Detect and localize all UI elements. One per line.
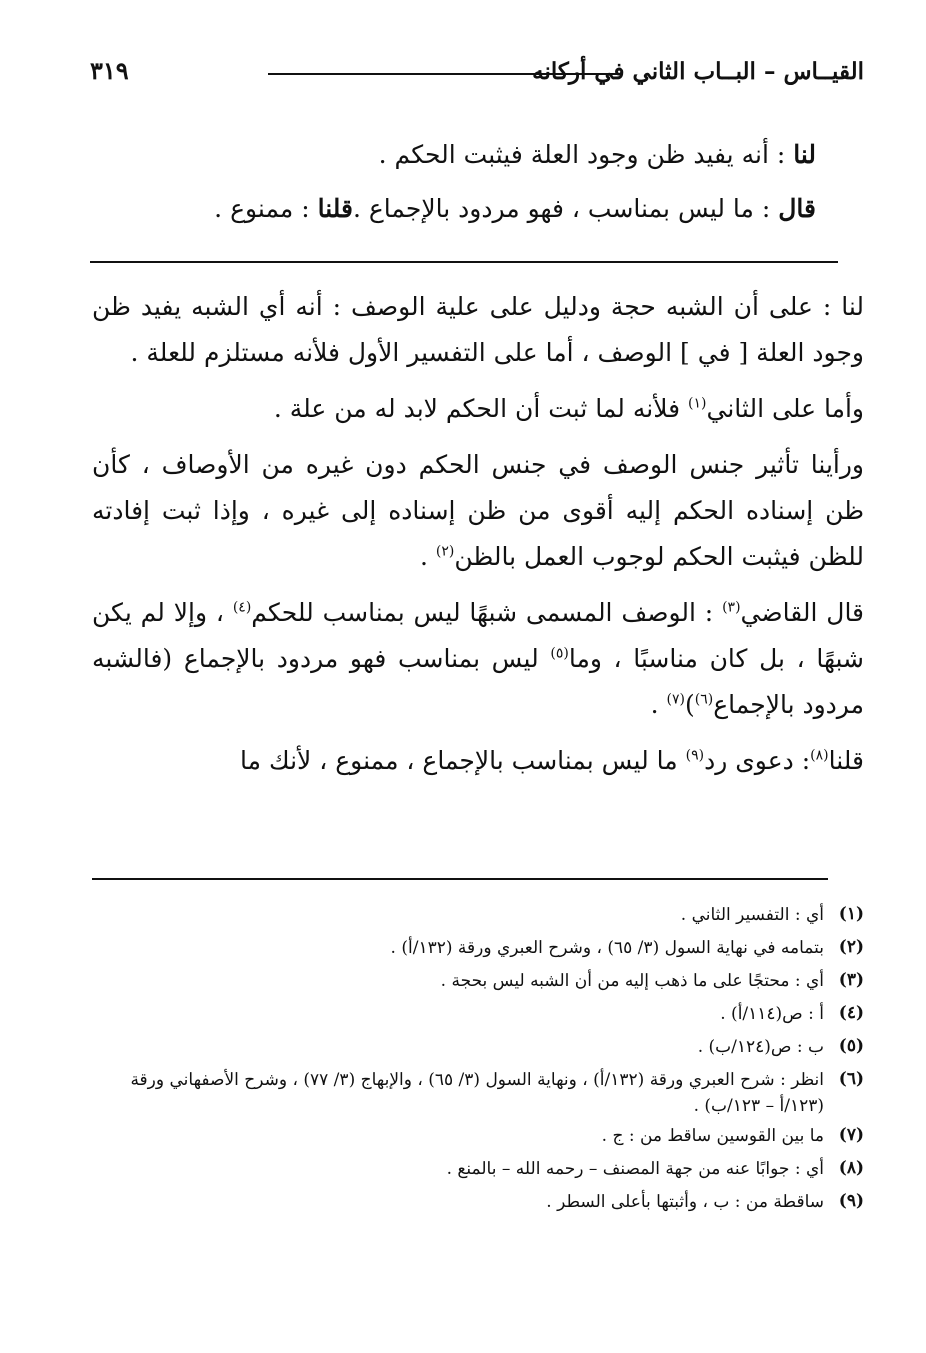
footnote-number: (٦) — [838, 1069, 864, 1089]
label-qulna: قلنا — [317, 194, 353, 223]
footnote-item — [92, 1152, 864, 1185]
footnote-number: (٣) — [838, 970, 864, 990]
p3-text-b: . — [420, 542, 436, 571]
footnote-ref-7[interactable]: (٧) — [666, 691, 686, 708]
footnote-item — [92, 964, 864, 997]
footnote-ref-5[interactable]: (٥) — [550, 645, 569, 662]
p5-text-b: : دعوى رد — [704, 746, 811, 775]
footnote-text: بتمامه في نهاية السول (٣/ ٦٥) ، وشرح العبري ورقة (١٣٢/أ) . — [390, 938, 824, 958]
objection-line-2-text2: : ممنوع . — [214, 194, 318, 223]
p3-text-a: ورأينا تأثير جنس الوصف في جنس الحكم دون غيره من الأوصاف ، كأن ظن إسناده الحكم إليه أقوى من ظن إسناده إلى غيره ، وإذا ثبت إفادته للظن فيثبت الحكم لوجوب العمل بالظن — [92, 450, 864, 571]
paragraph-3 — [92, 442, 864, 580]
p2-text-a: وأما على الثاني — [706, 394, 864, 423]
footnote-text: ساقطة من : ب ، وأثبتها بأعلى السطر . — [546, 1192, 824, 1212]
running-header — [90, 52, 864, 92]
footnote-text: أي : التفسير الثاني . — [680, 905, 824, 925]
label-lana: لنا — [793, 140, 816, 169]
p4-text-b: : الوصف المسمى شبهًا ليس بمناسب للحكم — [251, 598, 723, 627]
footnote-text: أ : ص(١١٤/أ) . — [720, 1004, 824, 1024]
objection-line-2-text: : ما ليس بمناسب ، فهو مردود بالإجماع . — [353, 194, 779, 223]
footnotes-list — [92, 898, 864, 1218]
p4-text-c: ، وإلا لم يكن شبهًا ، بل كان مناسبًا ، وما — [92, 598, 864, 673]
paragraph-4 — [92, 590, 864, 728]
footnote-number: (٢) — [838, 937, 864, 957]
paragraph-5 — [92, 738, 864, 784]
footnote-item — [92, 1119, 864, 1152]
footnote-number: (٧) — [838, 1125, 864, 1145]
footnote-ref-8[interactable]: (٨) — [810, 747, 829, 764]
page-number: ٣١٩ — [90, 56, 129, 85]
footnote-number: (٩) — [838, 1191, 864, 1211]
footnote-item — [92, 898, 864, 931]
label-qala: قال — [778, 194, 816, 223]
footnote-item — [92, 1063, 864, 1119]
p4-text-f: . — [650, 690, 667, 719]
footnote-text: أي : جوابًا عنه من جهة المصنف – رحمه الله – بالمنع . — [446, 1159, 824, 1179]
footnote-number: (٤) — [838, 1003, 864, 1023]
footnote-ref-9[interactable]: (٩) — [685, 747, 705, 764]
section-divider — [90, 261, 838, 263]
footnote-text: أي : محتجًا على ما ذهب إليه من أن الشبه ليس بحجة . — [440, 971, 824, 991]
p2-text-b: فلأنه لما ثبت أن الحكم لابد له من علة . — [273, 394, 689, 423]
footnote-number: (٥) — [838, 1036, 864, 1056]
p5-text-c: ما ليس بمناسب بالإجماع ، ممنوع ، لأنك ما — [240, 746, 686, 775]
footnote-ref-6[interactable]: (٦) — [694, 691, 714, 708]
footnote-divider — [92, 878, 828, 880]
p4-text-d: ليس بمناسب فهو مردود بالإجماع (فالشبه مردود بالإجماع — [92, 644, 864, 719]
header-rule — [268, 73, 622, 75]
objection-line-1-text: : أنه يفيد ظن وجود العلة فيثبت الحكم . — [378, 140, 794, 169]
footnote-item — [92, 1185, 864, 1218]
footnote-number: (١) — [838, 904, 864, 924]
paragraph-2 — [92, 386, 864, 432]
footnote-number: (٨) — [838, 1158, 864, 1178]
footnote-text: ما بين القوسين ساقط من : ج . — [601, 1126, 824, 1146]
footnote-text: انظر : شرح العبري ورقة (١٣٢/أ) ، ونهاية السول (٣/ ٦٥) ، والإبهاج (٣/ ٧٧) ، وشرح الأصفهاني ورقة (١٢٣/أ – ١٢٣/ب) . — [130, 1070, 824, 1116]
paragraph-1: لنا : على أن الشبه حجة ودليل على علية الوصف : أنه أي الشبه يفيد ظن وجود العلة [ في ] الوصف ، أما على التفسير الأول فلأنه مستلزم للعلة . — [92, 292, 864, 367]
footnote-ref-3[interactable]: (٣) — [722, 599, 741, 616]
footnote-item — [92, 931, 864, 964]
objection-block — [120, 132, 816, 232]
footnote-ref-4[interactable]: (٤) — [232, 599, 252, 616]
footnote-text: ب : ص(١٢٤/ب) . — [697, 1037, 824, 1057]
footnote-item — [92, 1030, 864, 1063]
objection-line-2 — [120, 186, 816, 232]
footnote-ref-2[interactable]: (٢) — [435, 543, 455, 560]
objection-line-1 — [120, 132, 816, 178]
footnote-ref-1[interactable]: (١) — [688, 395, 707, 412]
p5-text-a: قلنا — [828, 746, 864, 775]
running-title: القيــاس – البــاب الثاني في أركانه — [532, 58, 864, 85]
commentary-body — [92, 284, 864, 794]
p4-text-e: ) — [685, 690, 695, 719]
footnote-item — [92, 997, 864, 1030]
p4-text-a: قال القاضي — [740, 598, 865, 627]
